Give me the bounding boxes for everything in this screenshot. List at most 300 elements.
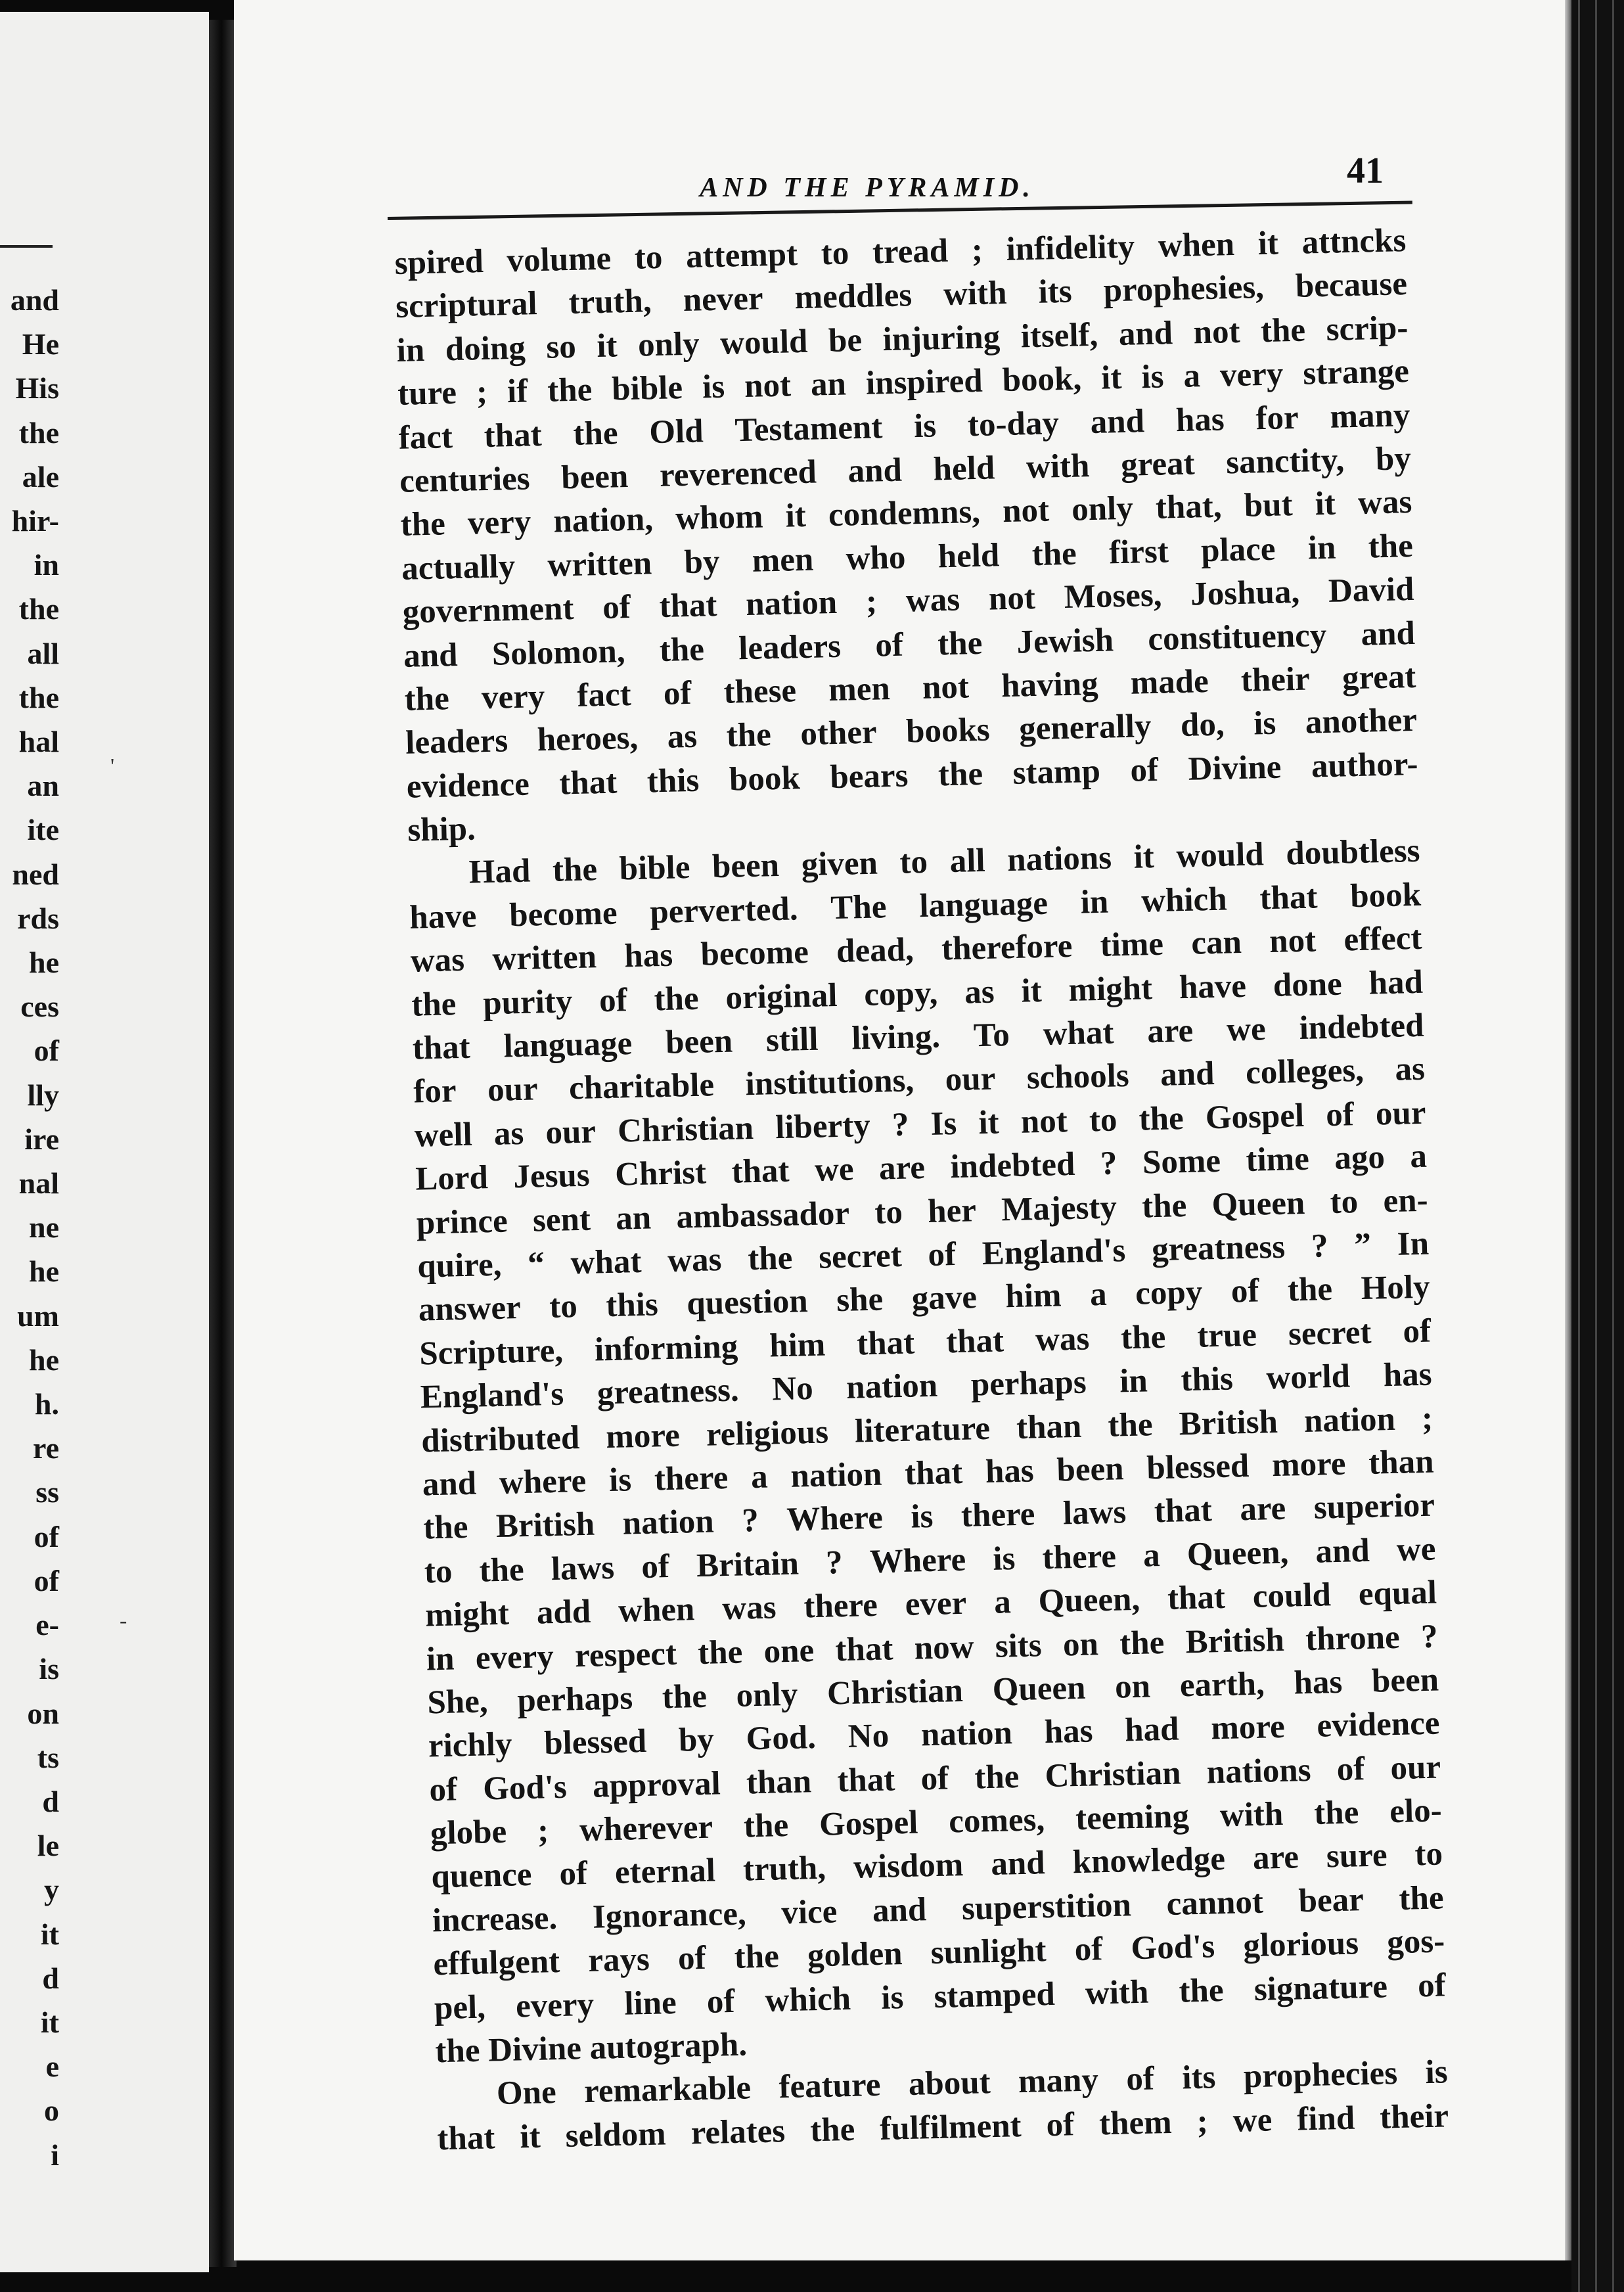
word: attempt [685, 236, 798, 275]
previous-page-fragment: ss [35, 1475, 59, 1509]
word: the [404, 680, 450, 718]
word: the [1139, 1099, 1184, 1138]
previous-page-fragment: ned [12, 857, 59, 891]
word: leaders [405, 722, 508, 762]
word: bible [611, 369, 683, 408]
word: and [1118, 314, 1173, 353]
word: there [1041, 1538, 1117, 1576]
word: meddles [794, 277, 913, 317]
word: scriptural [395, 285, 538, 326]
word: To [973, 1017, 1010, 1055]
previous-page-fragment: all [27, 636, 59, 670]
word: Where [869, 1541, 966, 1580]
word: The [830, 888, 888, 927]
word: book, [1002, 360, 1082, 400]
word: there [803, 1586, 878, 1626]
word: of [1074, 1931, 1103, 1969]
word: might [424, 1595, 510, 1634]
word: what [570, 1243, 642, 1282]
previous-page-fragment: lly [27, 1078, 59, 1112]
previous-page-fragment: it [40, 2005, 59, 2039]
word: language [503, 1025, 633, 1065]
word: condemns, [828, 493, 981, 534]
word: by [683, 543, 720, 581]
word: Christian [617, 1109, 754, 1150]
word: has [1383, 1356, 1433, 1394]
word: it [785, 497, 807, 535]
word: of [663, 674, 692, 712]
previous-page-fragment: y [44, 1873, 59, 1907]
word: its [1037, 273, 1073, 311]
word: of [1325, 1096, 1355, 1134]
word: indebted [1298, 1007, 1425, 1047]
word: who [846, 539, 906, 578]
word: with [1219, 1795, 1284, 1835]
word: that [1167, 1578, 1226, 1617]
word: Solomon, [491, 632, 626, 673]
word: constituency [1147, 616, 1327, 658]
word: world [1265, 1358, 1351, 1397]
word: secret [818, 1237, 903, 1276]
word: original [725, 976, 838, 1017]
previous-page-fragment: e- [35, 1608, 59, 1642]
word: other [800, 714, 878, 753]
word: of [874, 626, 904, 664]
page-number: 41 [1347, 150, 1384, 191]
word: copy [1135, 1273, 1203, 1313]
word: relates [690, 2113, 786, 2152]
word: inspired [865, 362, 983, 402]
word: every [475, 1638, 554, 1677]
word: as [493, 1114, 524, 1153]
word: all [949, 842, 986, 881]
word: No [847, 1717, 890, 1756]
word: generally [1018, 708, 1152, 748]
word: and [1090, 402, 1145, 441]
word: well [414, 1116, 473, 1155]
word: made [1130, 662, 1209, 702]
word: by [1375, 440, 1412, 478]
word: whom [675, 498, 764, 538]
word: about [908, 2064, 991, 2103]
word: that, [1155, 488, 1223, 527]
word: there [960, 1496, 1035, 1535]
word: ambassador [675, 1195, 850, 1236]
word: more [1271, 1445, 1347, 1484]
word: and [872, 1891, 927, 1929]
word: perhaps [970, 1364, 1087, 1404]
word: been [711, 847, 780, 886]
previous-page-fragment: of [34, 1034, 59, 1068]
word: as [1394, 1051, 1426, 1089]
word: ture [397, 375, 457, 413]
word: an [810, 365, 847, 403]
word: evidence [1316, 1705, 1441, 1745]
word: greatness. [597, 1371, 740, 1412]
word: every [515, 1986, 595, 2025]
word: book [1349, 876, 1422, 915]
word: the [662, 1678, 708, 1716]
word: our [945, 1060, 996, 1099]
word: still [765, 1020, 819, 1059]
word: our [1389, 1749, 1441, 1787]
word: question [686, 1283, 809, 1323]
word: the [1141, 1187, 1187, 1226]
word: not [988, 580, 1036, 618]
word: of [920, 1760, 949, 1798]
previous-page-fragment: le [37, 1829, 59, 1863]
word: nation [846, 1367, 938, 1406]
word: purity [482, 982, 573, 1022]
previous-page-fragment: the [18, 592, 59, 626]
word: ; [476, 374, 488, 411]
word: a [1409, 1137, 1428, 1176]
word: truth, [568, 283, 652, 322]
word: British [1184, 1621, 1285, 1661]
word: and [990, 1845, 1046, 1883]
word: was [410, 942, 465, 980]
word: one [763, 1632, 815, 1670]
word: time [1100, 925, 1164, 965]
word: was [1357, 484, 1412, 522]
word: has [1044, 1712, 1094, 1751]
word: so [545, 328, 577, 366]
word: eternal [614, 1852, 716, 1892]
word: of [558, 1855, 588, 1893]
word: and [1361, 614, 1416, 653]
word: books [905, 711, 991, 750]
word: ; [1196, 2103, 1209, 2140]
word: Queen, [1186, 1534, 1289, 1573]
word: England's [420, 1375, 564, 1416]
word: line [623, 1984, 677, 2023]
word: increase. [432, 1899, 558, 1940]
word: charitable [568, 1066, 715, 1107]
word: men [752, 541, 814, 580]
word: actually [401, 547, 516, 587]
word: to [1330, 1183, 1359, 1221]
word: Gospel [1205, 1097, 1305, 1137]
word: throne [1305, 1618, 1401, 1658]
word: that [1154, 1492, 1213, 1530]
word: of [927, 1235, 957, 1273]
word: to [1414, 1835, 1443, 1873]
word: place [1200, 530, 1276, 569]
word: ; [865, 583, 878, 620]
word: of [1402, 1312, 1432, 1350]
word: Had [468, 853, 531, 892]
word: to [549, 1288, 578, 1326]
word: Jewish [1016, 621, 1114, 661]
word: not [1193, 313, 1241, 352]
word: him [1004, 1277, 1062, 1316]
word: held [937, 536, 1000, 576]
word: of [598, 981, 628, 1019]
word: fulfilment [879, 2107, 1022, 2147]
word: in [426, 1639, 455, 1678]
word: our [1375, 1094, 1427, 1133]
word: are [1146, 1012, 1194, 1051]
word: that [1259, 879, 1318, 917]
word: to [821, 235, 849, 273]
word: do, [1180, 706, 1225, 745]
word: is [913, 407, 937, 445]
word: Queen, [1038, 1580, 1140, 1620]
word: infidelity [1005, 228, 1135, 268]
word: nation [622, 1503, 715, 1542]
word: Joshua, [1190, 574, 1300, 613]
word: is [1424, 2053, 1449, 2092]
previous-page-fragment: hir- [11, 504, 59, 538]
word: Some [1142, 1143, 1221, 1181]
word: God's [482, 1768, 568, 1808]
word: has [1175, 400, 1225, 439]
word: superstition [961, 1887, 1132, 1927]
word: been [665, 1022, 733, 1061]
word: many [1018, 2061, 1099, 2101]
word: time [1245, 1140, 1310, 1180]
word: nation [920, 1714, 1013, 1754]
word: in [396, 331, 425, 369]
word: laws [551, 1549, 615, 1588]
word: nations [1006, 839, 1112, 879]
word: laws [1062, 1494, 1127, 1532]
word: only [736, 1676, 798, 1714]
margin-mark: ' [110, 754, 115, 779]
word: in [1119, 1362, 1148, 1400]
word: would [719, 323, 809, 362]
word: is [880, 1979, 904, 2017]
word: with [1026, 447, 1090, 486]
word: equal [1358, 1574, 1437, 1613]
word: to [424, 1553, 453, 1591]
word: not [1020, 1102, 1068, 1141]
word: ; [537, 1812, 549, 1850]
previous-page-fragment: in [34, 548, 59, 582]
word: elo- [1389, 1792, 1443, 1831]
word: sent [532, 1201, 591, 1239]
word: had [1368, 963, 1424, 1002]
word: Testament [734, 408, 883, 449]
word: and [1315, 1532, 1370, 1570]
word: it [1133, 838, 1155, 877]
word: become [508, 894, 618, 934]
word: Moses, [1064, 576, 1163, 616]
word: the [572, 414, 619, 453]
word: of [641, 1547, 670, 1586]
word: therefore [941, 928, 1073, 968]
word: find [1296, 2099, 1355, 2138]
word: of [677, 1940, 707, 1978]
word: their [1379, 2097, 1449, 2136]
word: is [910, 1498, 934, 1536]
previous-page-fragment: an [27, 769, 59, 803]
previous-page-fragment: His [15, 371, 59, 405]
word: the [937, 624, 983, 662]
word: a [1142, 1536, 1161, 1574]
word: that [836, 1760, 895, 1799]
word: more [605, 1417, 681, 1455]
word: the [478, 1551, 525, 1590]
word: was [905, 581, 960, 620]
word: prince [416, 1203, 508, 1242]
word: stamped [933, 1975, 1056, 2015]
word: an [615, 1199, 652, 1237]
word: to-day [967, 404, 1060, 444]
word: respect [574, 1635, 677, 1674]
word: of [1046, 2106, 1075, 2144]
word: there [654, 1459, 729, 1498]
word: distributed [420, 1419, 580, 1460]
word: to [1089, 1101, 1118, 1139]
word: ? [825, 1544, 844, 1582]
word: might [1068, 969, 1153, 1009]
word: ago [1334, 1139, 1386, 1178]
word: more [1210, 1708, 1286, 1747]
word: the [659, 630, 705, 669]
word: centuries [399, 460, 531, 500]
word: a [1183, 357, 1201, 395]
word: informing [594, 1328, 738, 1369]
word: than [1016, 1408, 1082, 1446]
previous-page-fragment: um [17, 1298, 59, 1333]
word: evidence [406, 766, 530, 806]
word: many [1329, 396, 1410, 436]
word: tread [872, 232, 949, 271]
word: great [1120, 445, 1196, 484]
word: ? [1311, 1227, 1329, 1265]
word: of [706, 1983, 736, 2021]
word: Is [930, 1105, 957, 1143]
word: institutions, [745, 1062, 914, 1103]
word: the [1119, 1624, 1165, 1662]
word: we [814, 1151, 855, 1189]
previous-page-fragment: on [27, 1696, 59, 1730]
word: been [1371, 1661, 1439, 1700]
previous-page-fragment: of [34, 1563, 59, 1597]
word: not [744, 367, 792, 405]
word: sanctity, [1225, 442, 1345, 482]
previous-page-fragment: d [42, 1784, 59, 1818]
word: this [605, 1286, 659, 1325]
word: sure [1326, 1837, 1388, 1875]
word: to [874, 1193, 903, 1231]
word: it [1100, 359, 1122, 397]
word: God. [746, 1719, 817, 1758]
word: which [765, 1980, 851, 2019]
word: is [992, 1540, 1016, 1578]
word: and [1160, 1055, 1215, 1094]
word: our [545, 1113, 597, 1151]
previous-page-fragment: He [22, 327, 59, 361]
word: it [1020, 972, 1043, 1010]
word: wisdom [853, 1846, 964, 1887]
word: England's [981, 1232, 1126, 1273]
running-header: AND THE PYRAMID. [700, 173, 1035, 203]
word: the [937, 755, 983, 794]
word: David [1328, 571, 1414, 610]
word: the [974, 1758, 1020, 1797]
word: the [1031, 535, 1077, 573]
word: but [1244, 486, 1294, 525]
word: what [1043, 1014, 1115, 1053]
word: the [726, 716, 772, 755]
word: Scripture, [418, 1332, 564, 1373]
word: volume [506, 240, 612, 280]
word: has [623, 936, 673, 975]
word: to [899, 844, 928, 882]
word: Where [786, 1499, 884, 1539]
word: ship. [407, 810, 476, 849]
word: it [978, 1104, 1000, 1141]
word: “ [527, 1245, 545, 1283]
word: become [700, 934, 809, 973]
word: Ignorance, [592, 1895, 747, 1936]
previous-page-fragment: he [29, 1342, 59, 1377]
word: superior [1313, 1486, 1435, 1527]
word: than [1368, 1443, 1435, 1482]
word: because [1295, 265, 1408, 306]
word: and [422, 1465, 477, 1503]
word: indebted [949, 1146, 1075, 1186]
word: glorious [1242, 1925, 1359, 1965]
word: of [428, 1771, 458, 1809]
word: ? [891, 1106, 910, 1143]
word: men [828, 670, 891, 709]
word: in [1080, 883, 1109, 921]
word: stamp [1012, 752, 1101, 792]
word: God's [1130, 1928, 1215, 1967]
word: the [422, 1509, 469, 1547]
previous-page-fragment: d [42, 1961, 59, 1995]
word: Lord [415, 1159, 489, 1198]
word: our [487, 1070, 539, 1109]
word: and [403, 636, 459, 675]
word: that [834, 1630, 893, 1668]
word: where [499, 1462, 587, 1501]
word: copy, [863, 974, 938, 1013]
word: Old [648, 412, 704, 451]
word: cannot [1165, 1883, 1264, 1923]
word: if [507, 373, 528, 411]
word: their [1240, 660, 1311, 699]
previous-page-fragment: he [29, 1254, 59, 1289]
word: is [702, 368, 725, 406]
word: nations [1206, 1751, 1312, 1791]
word: we [1226, 1011, 1267, 1049]
word: Christian [1044, 1754, 1182, 1795]
word: the [552, 851, 598, 890]
previous-page-fragment: i [51, 2138, 59, 2172]
word: book [729, 759, 801, 798]
word: en- [1382, 1181, 1429, 1220]
word: the [1178, 1971, 1225, 2010]
previous-page-fragment: the [18, 415, 59, 449]
word: written [547, 544, 652, 584]
previous-page-fragment: ale [22, 459, 59, 493]
previous-page-fragment: the [18, 680, 59, 714]
word: feature [778, 2067, 882, 2106]
word: bears [829, 757, 909, 796]
word: not [1002, 492, 1050, 530]
word: ? [1420, 1618, 1439, 1655]
word: with [1085, 1973, 1149, 2012]
word: on [1062, 1625, 1099, 1663]
word: religious [706, 1413, 829, 1454]
word: perverted. [649, 890, 799, 931]
word: approval [592, 1765, 721, 1805]
word: the [653, 980, 700, 1018]
